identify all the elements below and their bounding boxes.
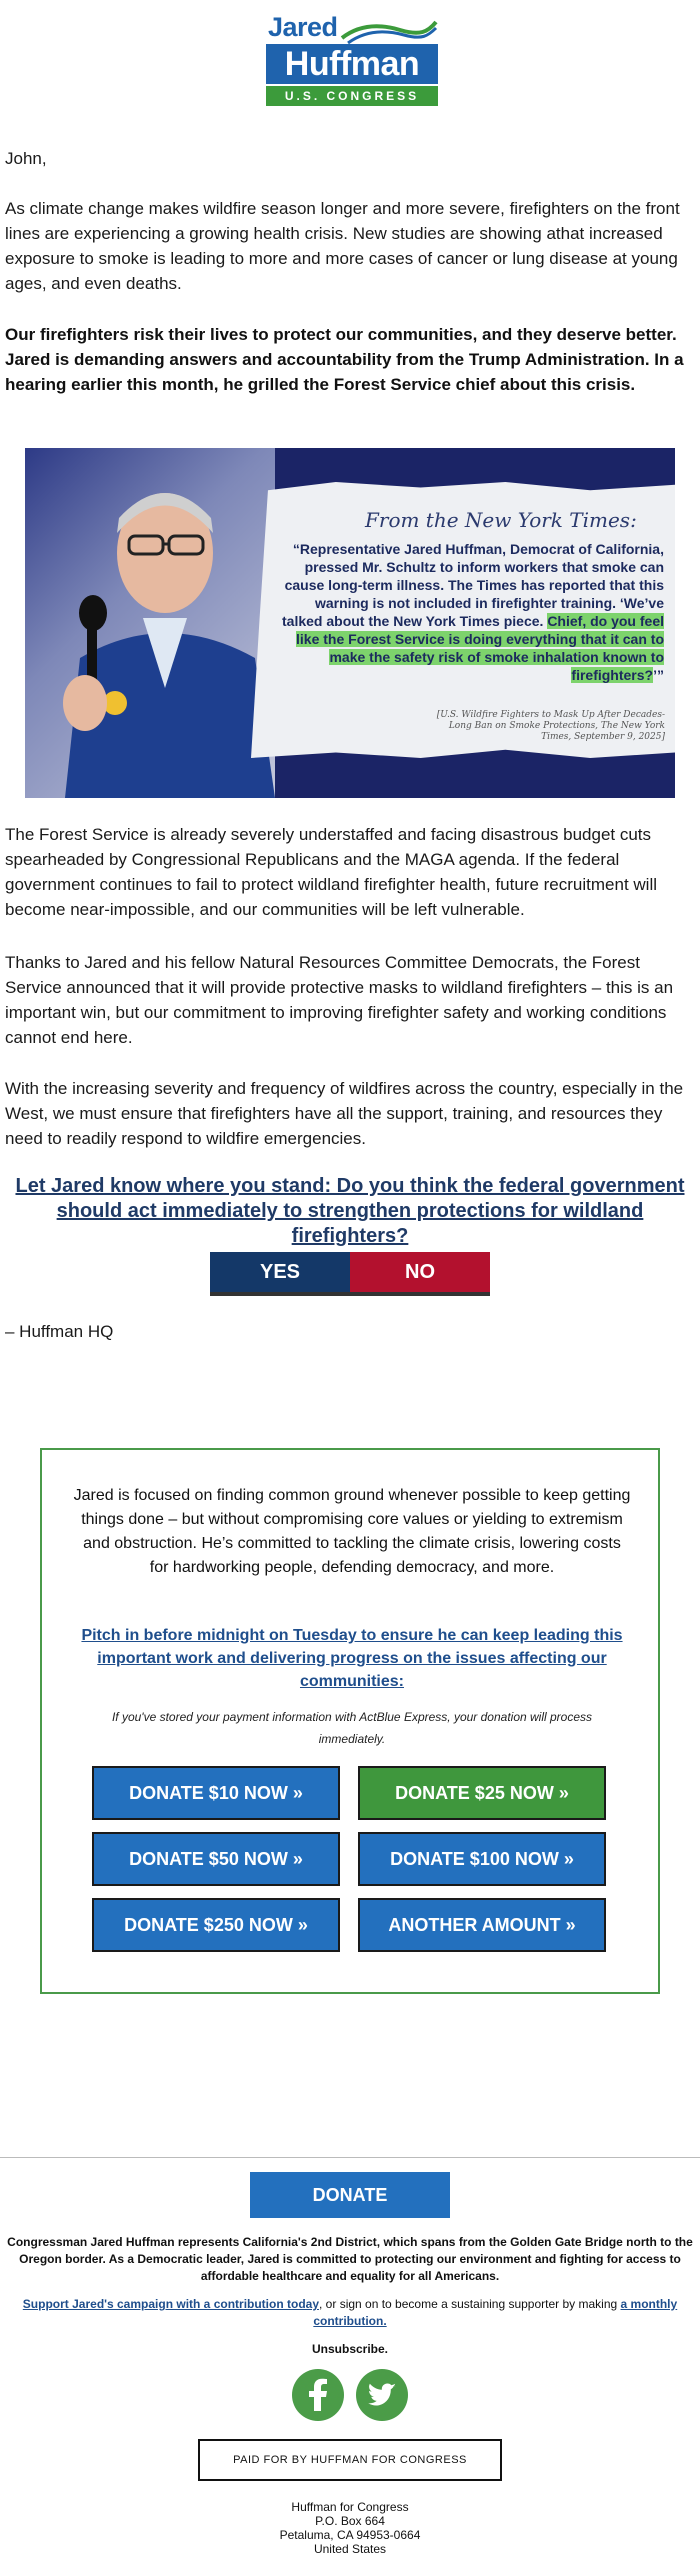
actblue-note: If you've stored your payment information with ActBlue Express, your donation will process immediately. xyxy=(111,1710,593,1746)
donate-10-button[interactable]: DONATE $10 NOW » xyxy=(92,1766,340,1820)
address-line-2: P.O. Box 664 xyxy=(315,2514,385,2528)
nyt-quote-image xyxy=(25,448,675,798)
greeting: John, xyxy=(5,149,47,168)
support-campaign-link[interactable]: Support Jared's campaign with a contribution today xyxy=(22,2297,320,2311)
address-line-4: United States xyxy=(313,2542,387,2556)
footer-support-text xyxy=(5,2296,695,2330)
nyt-quote xyxy=(281,540,664,684)
quote-citation: [U.S. Wildfire Fighters to Mask Up After Decades-Long Ban on Smoke Protections, The New York Times, September 9, 2025] xyxy=(436,710,665,742)
poll-yes-button[interactable]: YES xyxy=(210,1252,350,1296)
facebook-icon[interactable] xyxy=(292,2369,344,2421)
address-line-1: Huffman for Congress xyxy=(291,2500,409,2514)
donate-box xyxy=(40,1448,660,1994)
quote-end: ’” xyxy=(653,667,664,683)
donate-50-button[interactable]: DONATE $50 NOW » xyxy=(92,1832,340,1886)
paragraph-1: As climate change makes wildfire season longer and more severe, firefighters on the front lines are experiencing a growing health crisis. New studies are showing athat increased exposure to smoke is leading to more and more cases of cancer or lung disease at young ages, and even deaths. xyxy=(5,199,680,293)
quote-source: From the New York Times: xyxy=(365,508,637,532)
paragraph-3: The Forest Service is already severely understaffed and facing disastrous budget cuts spearheaded by Congressional Republicans and the MAGA agenda. If the federal government continues to fail to protect wildland firefighter health, future recruitment will become near-impossible, and our communities will be left vulnerable. xyxy=(5,825,657,919)
poll-question-link[interactable]: Let Jared know where you stand: Do you think the federal government should act immediately to strengthen protections for wildland firefighters? xyxy=(15,1175,685,1247)
support-mid-text: , or sign on to become a sustaining supporter by making xyxy=(319,2297,621,2311)
paid-for-disclaimer: PAID FOR BY HUFFMAN FOR CONGRESS xyxy=(198,2439,502,2481)
donate-250-button[interactable]: DONATE $250 NOW » xyxy=(92,1898,340,1952)
donate-100-button[interactable]: DONATE $100 NOW » xyxy=(358,1832,606,1886)
logo-last-name: Huffman xyxy=(266,44,438,84)
speaker-illustration xyxy=(25,448,275,798)
unsubscribe-link[interactable]: Unsubscribe. xyxy=(311,2342,389,2356)
donate-pitch-link[interactable]: Pitch in before midnight on Tuesday to ensure he can keep leading this important work and delivering progress on the issues affecting our communities: xyxy=(81,1627,623,1690)
footer-about-text: Congressman Jared Huffman represents California's 2nd District, which spans from the Golden Gate Bridge north to the Oregon border. As a Democratic leader, Jared is committed to protecting our environment and fighting for access to affordable healthcare and equality for all Americans. xyxy=(7,2235,693,2283)
mailing-address xyxy=(5,2500,695,2556)
logo-subtitle: U.S. CONGRESS xyxy=(266,86,438,106)
signature: – Huffman HQ xyxy=(5,1322,114,1341)
campaign-logo[interactable] xyxy=(266,12,438,108)
poll-no-button[interactable]: NO xyxy=(350,1252,490,1296)
paragraph-4: Thanks to Jared and his fellow Natural Resources Committee Democrats, the Forest Service announced that it will provide protective masks to wildland firefighters – this is an important win, but our commitment to improving firefighter safety and working conditions cannot end here. xyxy=(5,953,674,1047)
donate-25-button[interactable]: DONATE $25 NOW » xyxy=(358,1766,606,1820)
wave-swoosh-icon xyxy=(340,16,438,46)
paragraph-2-bold: Our firefighters risk their lives to protect our communities, and they deserve better. Jared is demanding answers and accountability from the Trump Administration. In a hearing earlier this month, he grilled the Forest Service chief about this crisis. xyxy=(5,325,684,394)
facebook-glyph-icon xyxy=(292,2369,344,2421)
quote-main: “Representative Jared Huffman, Democrat of California, pressed Mr. Schultz to inform workers that smoke can cause long-term illness. The Times has reported that this warning is not included in firefighter training. ‘We’ve talked about the New York Times piece. xyxy=(282,541,664,629)
footer-divider xyxy=(0,2157,700,2158)
footer-donate-button[interactable]: DONATE xyxy=(250,2172,450,2218)
twitter-icon[interactable] xyxy=(356,2369,408,2421)
donate-box-text: Jared is focused on finding common ground whenever possible to keep getting things done – but without compromising core values or yielding to extremism and obstruction. He’s committed to tackling the climate crisis, lowering costs for hardworking people, defending democracy, and more. xyxy=(73,1487,631,1576)
donate-other-amount-button[interactable]: ANOTHER AMOUNT » xyxy=(358,1898,606,1952)
monthly-contribution-link[interactable]: a monthly contribution. xyxy=(313,2297,678,2328)
logo-first-name: Jared xyxy=(268,12,338,42)
paragraph-5: With the increasing severity and frequency of wildfires across the country, especially in the West, we must ensure that firefighters have all the support, training, and resources they need to readily respond to wildfire emergencies. xyxy=(5,1079,684,1148)
congressman-photo xyxy=(25,448,275,798)
twitter-bird-icon xyxy=(356,2369,408,2421)
quote-highlight: Chief, do you feel like the Forest Service is doing everything that it can to make the safety risk of smoke inhalation known to firefighters? xyxy=(296,613,664,683)
address-line-3: Petaluma, CA 94953-0664 xyxy=(279,2528,421,2542)
